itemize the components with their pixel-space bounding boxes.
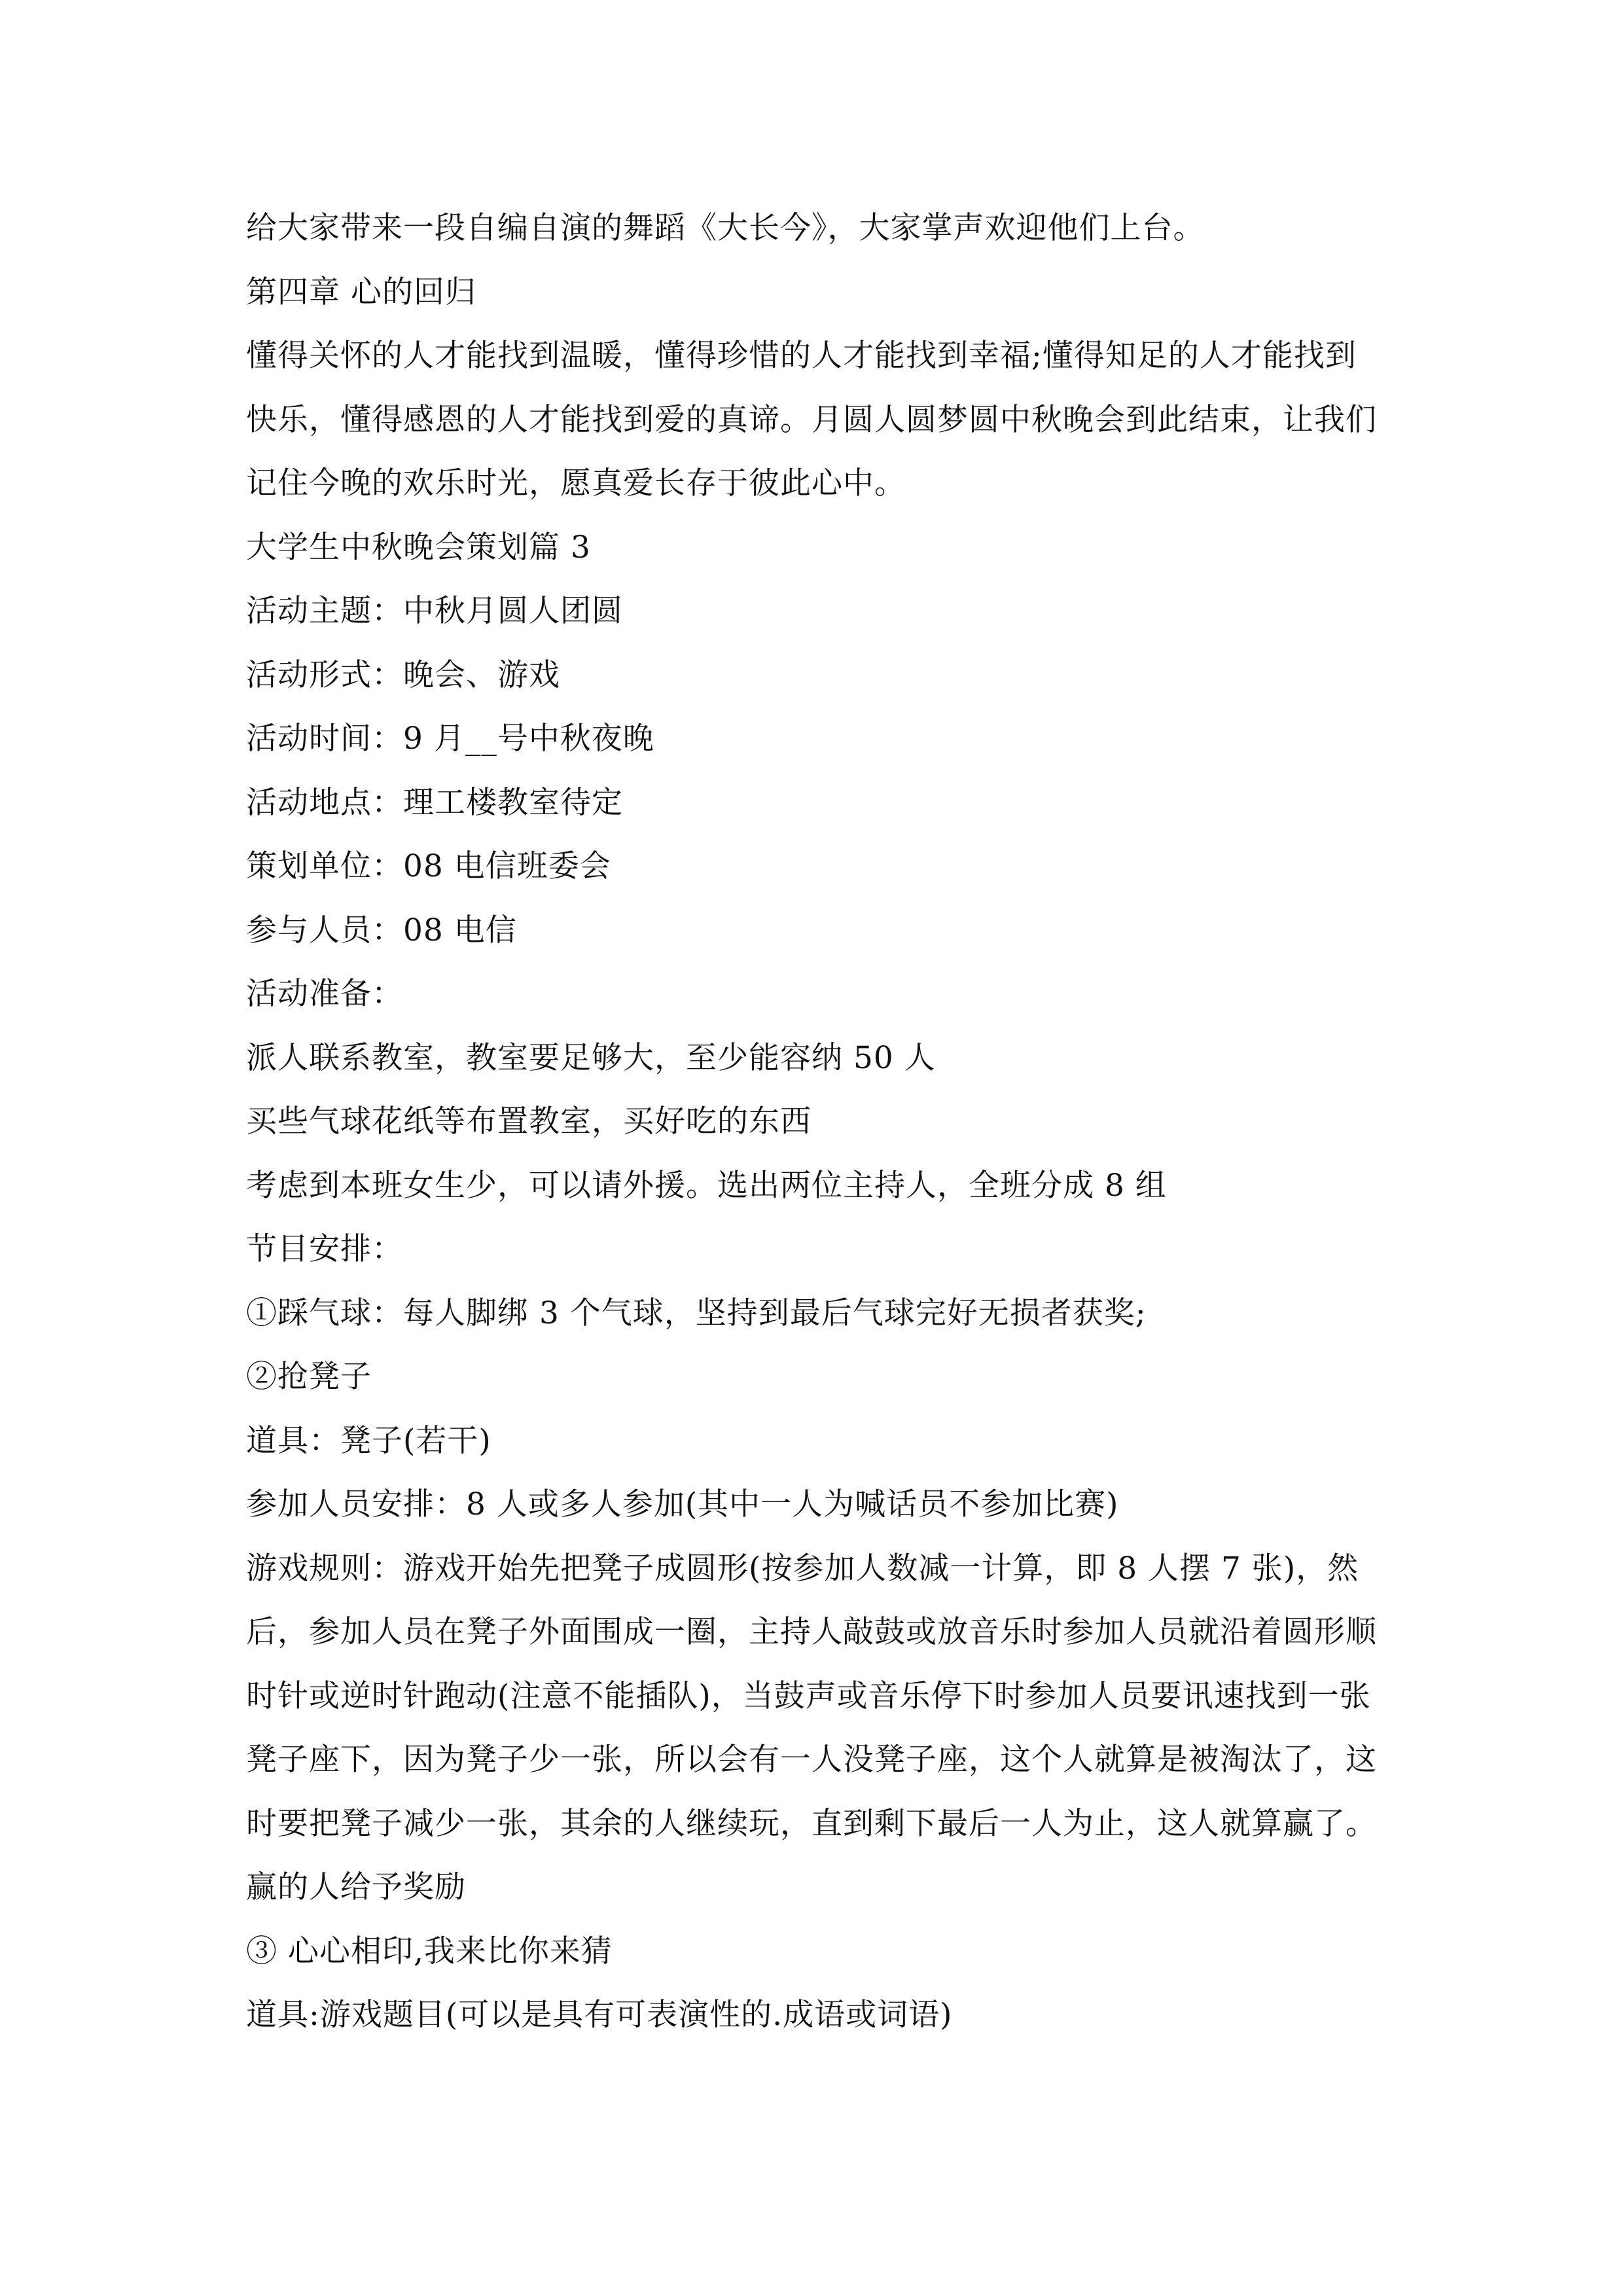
paragraph-dance-intro: 给大家带来一段自编自演的舞蹈《大长今》，大家掌声欢迎他们上台。: [246, 210, 1205, 246]
activity-participants: 参与人员：08 电信: [246, 912, 517, 948]
game-rules: 游戏规则：游戏开始先把凳子成圆形(按参加人数减一计算，即 8 人摆 7 张)，然后，参加人员在凳子外面围成一圈，主持人敲鼓或放音乐时参加人员就沿着圆形顺时针或逆时针跑动(注意不能插队)，当鼓声或音乐停下时参加人员要讯速找到一张凳子座下，因为凳子少一张，所以会有一人没凳子座，这个人就算是被淘汰了，这时要把凳子减少一张，其余的人继续玩，直到剩下最后一人为止，这人就算赢了。赢的人给予奖励: [246, 1550, 1377, 1905]
section-title: 大学生中秋晚会策划篇 3: [246, 529, 591, 565]
activity-location: 活动地点：理工楼教室待定: [246, 784, 623, 821]
activity-theme: 活动主题：中秋月圆人团圆: [246, 593, 623, 629]
participants-line: 参加人员安排：8 人或多人参加(其中一人为喊话员不参加比赛): [246, 1486, 1119, 1522]
preparation-item: 买些气球花纸等布置教室，买好吃的东西: [246, 1103, 812, 1139]
paragraph-closing: 懂得关怀的人才能找到温暖，懂得珍惜的人才能找到幸福;懂得知足的人才能找到快乐，懂得感恩的人才能找到爱的真谛。月圆人圆梦圆中秋晚会到此结束，让我们记住今晚的欢乐时光，愿真爱长存于彼此心中。: [246, 338, 1377, 501]
preparation-item: 考虑到本班女生少，可以请外援。选出两位主持人，全班分成 8 组: [246, 1167, 1167, 1204]
preparation-heading: 活动准备：: [246, 976, 403, 1012]
activity-organizer: 策划单位：08 电信班委会: [246, 848, 611, 884]
preparation-item: 派人联系教室，教室要足够大，至少能容纳 50 人: [246, 1039, 936, 1076]
program-item: ③ 心心相印,我来比你来猜: [246, 1933, 613, 1969]
props-line: 道具：凳子(若干): [246, 1422, 491, 1459]
props-line: 道具:游戏题目(可以是具有可表演性的.成语或词语): [246, 1997, 953, 2033]
document-body: [246, 196, 1378, 2047]
chapter-heading: 第四章 心的回归: [246, 274, 476, 310]
program-item: ②抢凳子: [246, 1359, 372, 1395]
activity-format: 活动形式：晚会、游戏: [246, 656, 560, 693]
program-heading: 节目安排：: [246, 1231, 403, 1267]
program-item: ①踩气球：每人脚绑 3 个气球，坚持到最后气球完好无损者获奖;: [246, 1295, 1147, 1331]
activity-time: 活动时间：9 月__号中秋夜晚: [246, 721, 654, 757]
